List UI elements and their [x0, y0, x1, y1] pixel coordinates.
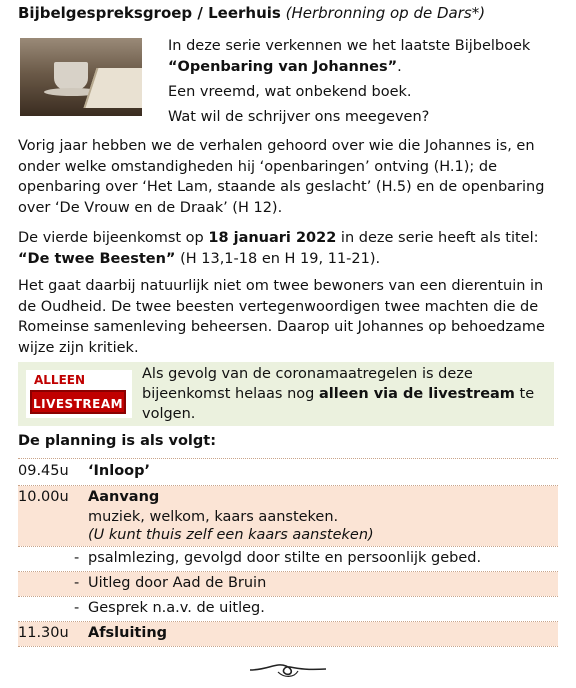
paragraph-history: Vorig jaar hebben we de verhalen gehoord over wie die Johannes is, en onder welke omstandigheden hij ‘openbaringen’ ontving (H.1); de openbaring over ‘Het Lam, staande als geslacht’ (H.5) en de openbaring over ‘De Vrouw en de Draak’ (H 12). [18, 138, 545, 216]
row-time: 10.00u [18, 489, 69, 505]
schedule-row [18, 460, 558, 484]
intro-line: Wat wil de schrijver ons meegeven? [168, 109, 430, 125]
schedule-row: - Uitleg door Aad de Bruin [18, 572, 558, 596]
schedule-row [18, 622, 558, 646]
book-title: “Openbaring van Johannes” [168, 59, 398, 75]
title-sub: (Herbronning op de Dars*) [285, 4, 486, 22]
paragraph-explanation: Het gaat daarbij natuurlijk niet om twee bewoners van een dierentuin in de Oudheid. De twee beesten vertegenwoordigen twee machten die de Romeinse samenleving beheersen. Daarop uit Johannes op behoedzame wijze zijn kritiek. [18, 278, 545, 356]
page-title [18, 4, 485, 22]
row-time: 11.30u [18, 625, 69, 641]
ornament-divider-icon [248, 658, 328, 680]
row-label: Afsluiting [88, 625, 168, 641]
meeting-title: “De twee Beesten” [18, 250, 176, 267]
planning-heading: De planning is als volgt: [18, 433, 216, 449]
row-label: ‘Inloop’ [88, 463, 151, 479]
row-label: psalmlezing, gevolgd door stilte en persoonlijk gebed. [88, 550, 482, 566]
notice-text: Als gevolg van de coronamaatregelen is deze bijeenkomst helaas nog alleen via de livestream te volgen. [142, 366, 535, 422]
row-label: Aanvang [88, 489, 160, 505]
meeting-date: 18 januari 2022 [208, 230, 337, 246]
schedule-row: - psalmlezing, gevolgd door stilte en persoonlijk gebed. [74, 550, 482, 566]
schedule-row [18, 486, 558, 546]
paragraph-meeting: De vierde bijeenkomst op 18 januari 2022 in deze serie heeft als titel: “De twee Beesten” (H 13,1-18 en H 19, 11-21). [18, 230, 539, 267]
intro-block [168, 36, 558, 132]
row-details: muziek, welkom, kaars aansteken. (U kunt thuis zelf een kaars aansteken) [88, 509, 374, 543]
coffee-book-photo [20, 38, 142, 116]
intro-line: In deze serie verkennen we het laatste Bijbelboek “Openbaring van Johannes”. [168, 38, 531, 75]
livestream-badge [26, 370, 132, 418]
row-time: 09.45u [18, 463, 69, 479]
row-label: Uitleg door Aad de Bruin [88, 575, 267, 591]
title-main: Bijbelgespreksgroep / Leerhuis [18, 4, 281, 22]
intro-line: Een vreemd, wat onbekend boek. [168, 84, 412, 100]
row-label: Gesprek n.a.v. de uitleg. [88, 600, 265, 616]
schedule-row: - Gesprek n.a.v. de uitleg. [74, 600, 265, 616]
livestream-notice [18, 362, 554, 426]
badge-bottom-text: LIVESTREAM [30, 390, 126, 414]
notice-emphasis: alleen via de livestream [318, 386, 515, 402]
badge-top-text: ALLEEN [34, 373, 86, 387]
